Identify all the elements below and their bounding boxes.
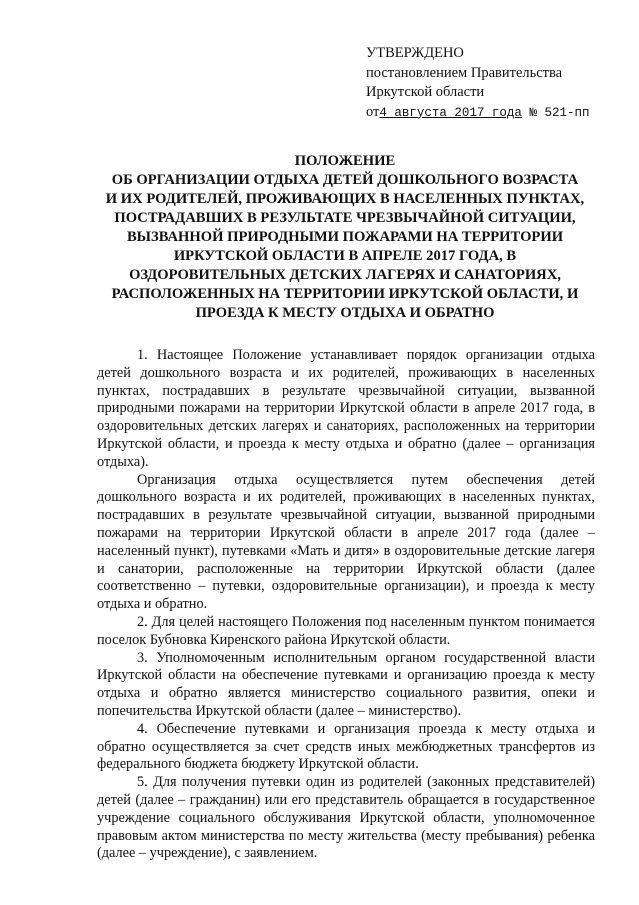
paragraph: Организация отдыха осуществляется путем обеспечения детей дошкольного возраста и их родителей, проживающих в населенных пунктах, пострадавших в результате чрезвычайной ситуации, вызванной природными пожарами на территории Иркутской области в апреле 2017 года (далее – населенный пункт), путевками «Мать и дитя» в оздоровительные детские лагеря и санатории, расположенные на территории Иркутской области (далее соответственно – путевки, оздоровительные организации), и проезда к месту отдыха и обратно. [97, 471, 595, 613]
title-line: РАСПОЛОЖЕННЫХ НА ТЕРРИТОРИИ ИРКУТСКОЙ ОБЛАСТИ, И [111, 286, 579, 302]
title-line: ОБ ОРГАНИЗАЦИИ ОТДЫХА ДЕТЕЙ ДОШКОЛЬНОГО ВОЗРАСТА [111, 172, 579, 188]
title-line: ИРКУТСКОЙ ОБЛАСТИ В АПРЕЛЕ 2017 ГОДА, В [173, 248, 517, 264]
paragraph: 2. Для целей настоящего Положения под населенным пунктом понимается поселок Бубновка Киренского района Иркутской области. [97, 613, 595, 648]
title-line: ВЫЗВАННОЙ ПРИРОДНЫМИ ПОЖАРАМИ НА ТЕРРИТОРИИ [126, 229, 564, 245]
document-body [97, 347, 595, 863]
approval-region: Иркутской области [366, 84, 485, 100]
paragraph: 3. Уполномоченным исполнительным органом государственной власти Иркутской области на обеспечение путевками и организацию проезда к месту отдыха и обратно является министерство социального развития, опеки и попечительства Иркутской области (далее – министерство). [97, 649, 595, 719]
paragraph: 4. Обеспечение путевками и организация проезда к месту отдыха и обратно осуществляется за счет средств иных межбюджетных трансфертов из федерального бюджета бюджету Иркутской области. [97, 720, 595, 773]
approval-date: 4 августа 2017 года [379, 105, 522, 120]
approval-heading: УТВЕРЖДЕНО [366, 45, 464, 61]
title-line: ПОСТРАДАВШИХ В РЕЗУЛЬТАТЕ ЧРЕЗВЫЧАЙНОЙ СИТУАЦИИ, [114, 210, 576, 226]
approval-number: № 521-пп [529, 105, 590, 120]
title-line: ПОЛОЖЕНИЕ [294, 153, 396, 169]
paragraph: 5. Для получения путевки один из родителей (законных представителей) детей (далее – гражданин) или его представитель обращается в государственное учреждение социального обслуживания Иркутской области, уполномоченное правовым актом министерства по месту жительства (месту пребывания) ребенка (далее – учреждение), с заявлением. [97, 774, 595, 862]
approval-date-line [366, 103, 626, 124]
approval-stamp [366, 44, 626, 123]
document-title [80, 152, 610, 323]
approval-issuer: постановлением Правительства [366, 64, 563, 81]
title-line: И ИХ РОДИТЕЛЕЙ, ПРОЖИВАЮЩИХ В НАСЕЛЕННЫХ ПУНКТАХ, [105, 191, 585, 207]
title-line: ПРОЕЗДА К МЕСТУ ОТДЫХА И ОБРАТНО [195, 305, 495, 321]
approval-date-prefix: от [366, 103, 380, 120]
title-line: ОЗДОРОВИТЕЛЬНЫХ ДЕТСКИХ ЛАГЕРЯХ И САНАТОРИЯХ, [129, 267, 561, 283]
paragraph: 1. Настоящее Положение устанавливает порядок организации отдыха детей дошкольного возраста и их родителей, проживающих в населенных пунктах, пострадавших в результате чрезвычайной ситуации, вызванной природными пожарами на территории Иркутской области в апреле 2017 года, в оздоровительных детских лагерях и санаториях, расположенных на территории Иркутской области, и проезда к месту отдыха и обратно (далее – организация отдыха). [97, 347, 595, 470]
